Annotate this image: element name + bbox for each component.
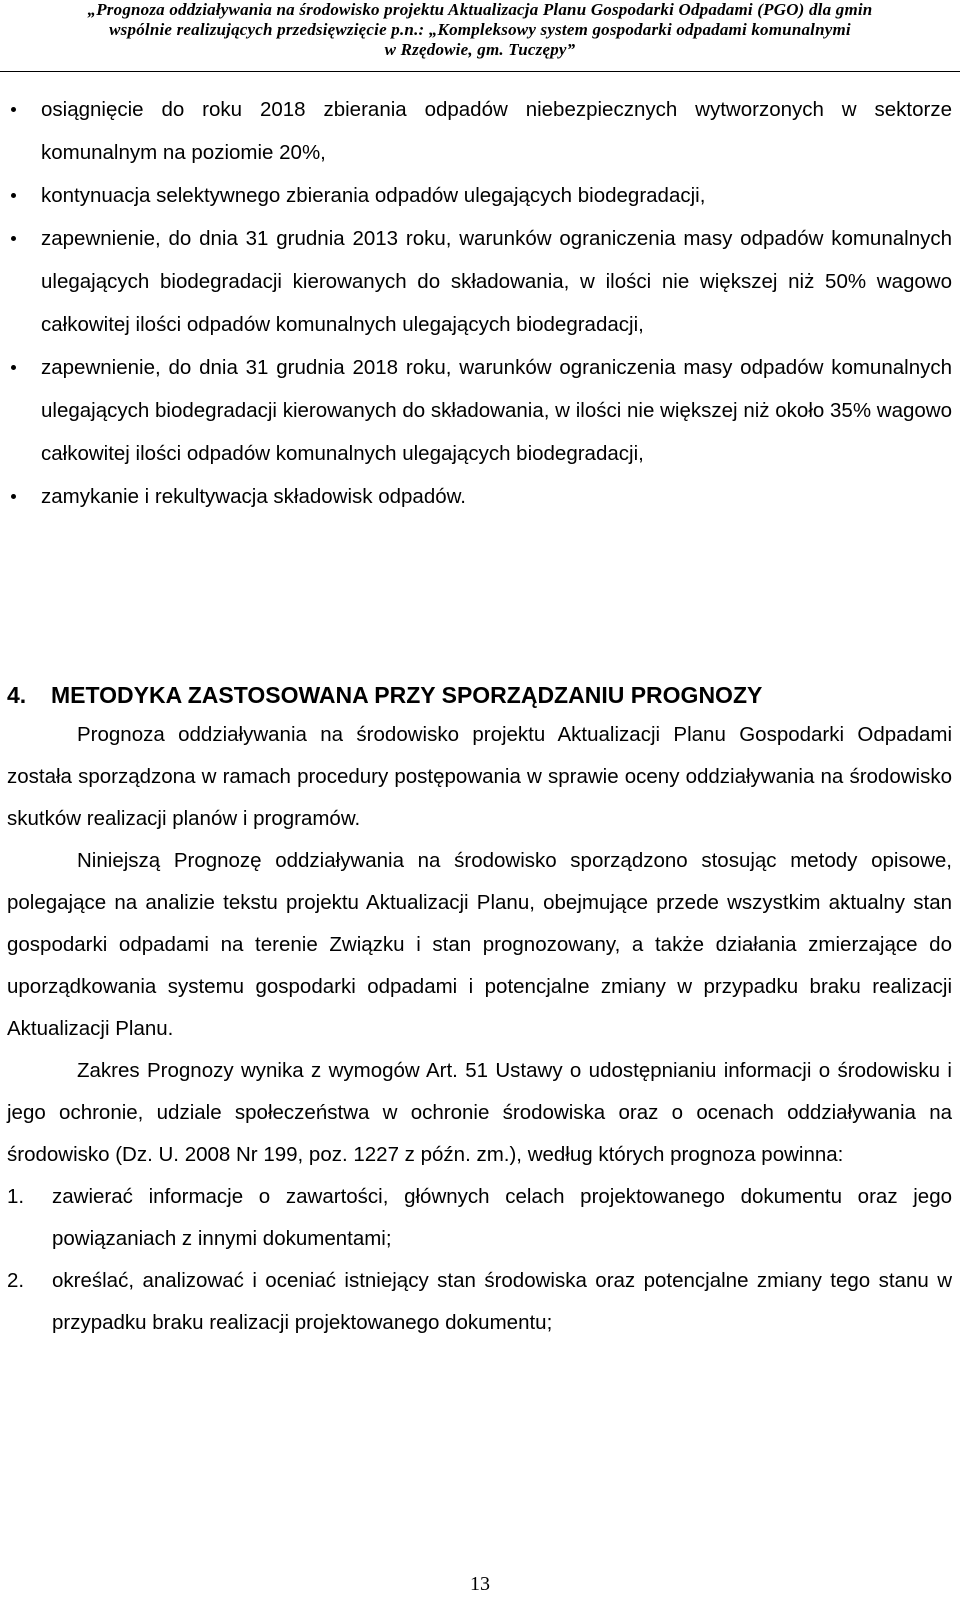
numbered-item	[7, 1176, 952, 1260]
list-item	[0, 475, 960, 518]
list-item	[0, 88, 960, 174]
item-text: określać, analizować i oceniać istniejący stan środowiska oraz potencjalne zmiany tego stanu w przypadku braku realizacji projektowanego dokumentu;	[52, 1269, 952, 1334]
page-number: 13	[470, 1573, 490, 1595]
running-header	[0, 0, 960, 70]
list-item-text: kontynuacja selektywnego zbierania odpadów ulegających biodegradacji,	[41, 184, 706, 207]
paragraph: Niniejszą Prognozę oddziaływania na środowisko sporządzono stosując metody opisowe, polegające na analizie tekstu projektu Aktualizacji Planu, obejmujące przede wszystkim aktualny stan gospodarki odpadami na terenie Związku i stan prognozowany, a także działania zmierzające do uporządkowania systemu gospodarki odpadami i potencjalne zmiany w przypadku braku realizacji Aktualizacji Planu.	[7, 849, 952, 1040]
list-item	[0, 346, 960, 475]
numbered-list	[7, 1176, 952, 1344]
paragraph: Prognoza oddziaływania na środowisko projektu Aktualizacji Planu Gospodarki Odpadami została sporządzona w ramach procedury postępowania w sprawie oceny oddziaływania na środowisko skutków realizacji planów i programów.	[7, 723, 952, 830]
bullet-icon	[11, 107, 16, 112]
bullet-icon	[11, 494, 16, 499]
list-item	[0, 174, 960, 217]
section-heading	[7, 680, 762, 710]
list-item-text: zapewnienie, do dnia 31 grudnia 2013 roku, warunków ograniczenia masy odpadów komunalnych ulegających biodegradacji kierowanych do składowania, w ilości nie większej niż 50% wagowo całkowitej ilości odpadów komunalnych ulegających biodegradacji,	[41, 227, 952, 336]
header-line-2: wspólnie realizujących przedsięwzięcie p.n.: „Kompleksowy system gospodarki odpadami komunalnymi	[109, 20, 851, 39]
bullet-icon	[11, 193, 16, 198]
section-number: 4.	[7, 682, 27, 708]
numbered-item	[7, 1260, 952, 1344]
bullet-icon	[11, 236, 16, 241]
bullet-list	[0, 88, 960, 518]
bullet-icon	[11, 365, 16, 370]
section-body	[7, 714, 952, 1344]
item-text: zawierać informacje o zawartości, głównych celach projektowanego dokumentu oraz jego powiązaniach z innymi dokumentami;	[52, 1185, 952, 1250]
list-item	[0, 217, 960, 346]
list-item-text: osiągnięcie do roku 2018 zbierania odpadów niebezpiecznych wytworzonych w sektorze komunalnym na poziomie 20%,	[41, 98, 952, 164]
list-item-text: zapewnienie, do dnia 31 grudnia 2018 roku, warunków ograniczenia masy odpadów komunalnych ulegających biodegradacji kierowanych do składowania, w ilości nie większej niż około 35% wagowo całkowitej ilości odpadów komunalnych ulegających biodegradacji,	[41, 356, 952, 465]
paragraph: Zakres Prognozy wynika z wymogów Art. 51 Ustawy o udostępnianiu informacji o środowisku i jego ochronie, udziale społeczeństwa w ochronie środowiska oraz o ocenach oddziaływania na środowisko (Dz. U. 2008 Nr 199, poz. 1227 z późn. zm.), według których prognoza powinna:	[7, 1059, 952, 1166]
section-title: METODYKA ZASTOSOWANA PRZY SPORZĄDZANIU PROGNOZY	[51, 682, 763, 708]
header-line-1: „Prognoza oddziaływania na środowisko projektu Aktualizacja Planu Gospodarki Odpadami (PGO) dla gmin	[87, 0, 873, 19]
list-item-text: zamykanie i rekultywacja składowisk odpadów.	[41, 485, 467, 508]
header-divider	[0, 71, 960, 72]
header-line-3: w Rzędowie, gm. Tuczępy”	[384, 40, 576, 59]
item-number: 1.	[7, 1185, 25, 1208]
item-number: 2.	[7, 1269, 25, 1292]
